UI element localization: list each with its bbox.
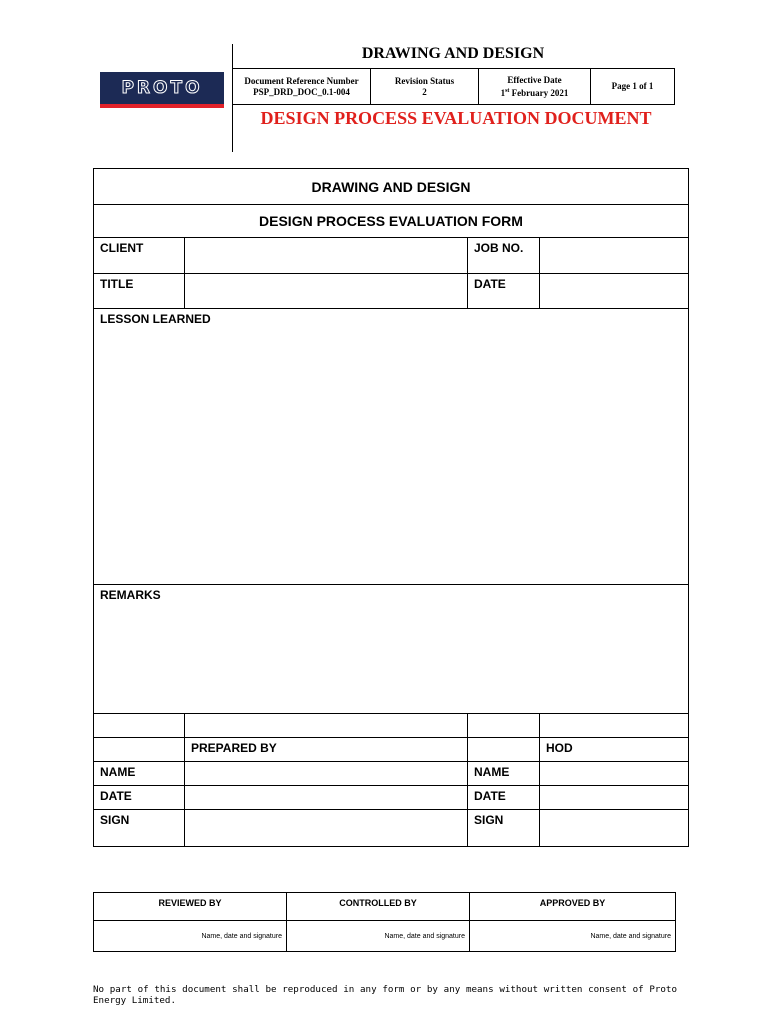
effective-date-label: Effective Date — [507, 74, 562, 85]
copyright-note: No part of this document shall be reproduced in any form or by any means without written consent of Proto Energy Limited. — [93, 984, 677, 1006]
approved-by-signature-field[interactable]: Name, date and signature — [470, 921, 676, 952]
hod-name-field[interactable] — [540, 762, 689, 786]
logo-red-stripe — [100, 104, 224, 108]
spacer-cell — [468, 714, 540, 738]
approval-table — [93, 892, 676, 952]
hod-date-field[interactable] — [540, 786, 689, 810]
controlled-by-signature-field[interactable]: Name, date and signature — [287, 921, 470, 952]
job-no-field[interactable] — [540, 238, 689, 274]
evaluation-form — [93, 168, 689, 847]
client-label: CLIENT — [94, 238, 185, 274]
prepared-by-label: PREPARED BY — [185, 738, 468, 762]
effective-date-suffix: st — [505, 87, 510, 94]
document-title: DESIGN PROCESS EVALUATION DOCUMENT — [260, 108, 652, 128]
hod-sign-field[interactable] — [540, 810, 689, 847]
approved-by-label: APPROVED BY — [470, 893, 676, 921]
department-heading: DRAWING AND DESIGN — [361, 45, 545, 62]
lesson-learned-field[interactable] — [94, 309, 689, 585]
controlled-by-label: CONTROLLED BY — [287, 893, 470, 921]
remarks-field[interactable] — [94, 585, 689, 714]
job-no-label: JOB NO. — [468, 238, 540, 274]
hod-sign-label: SIGN — [468, 810, 540, 847]
revision-status-cell — [371, 69, 479, 105]
preparer-sign-field[interactable] — [185, 810, 468, 847]
revision-status-value: 2 — [422, 86, 427, 97]
lesson-learned-label: LESSON LEARNED — [100, 312, 211, 326]
preparer-date-label: DATE — [94, 786, 185, 810]
reviewed-by-signature-field[interactable]: Name, date and signature — [94, 921, 287, 952]
hod-date-label: DATE — [468, 786, 540, 810]
preparer-sign-label: SIGN — [94, 810, 185, 847]
preparer-name-label: NAME — [94, 762, 185, 786]
company-logo — [100, 72, 224, 108]
preparer-date-field[interactable] — [185, 786, 468, 810]
date-field[interactable] — [540, 274, 689, 309]
logo-text: PROTO — [121, 78, 203, 98]
reviewed-by-label: REVIEWED BY — [94, 893, 287, 921]
signoff-blank-cell — [468, 738, 540, 762]
remarks-label: REMARKS — [100, 588, 161, 602]
preparer-name-field[interactable] — [185, 762, 468, 786]
form-heading: DRAWING AND DESIGN — [94, 169, 689, 205]
spacer-cell — [185, 714, 468, 738]
client-field[interactable] — [185, 238, 468, 274]
document-reference-value: PSP_DRD_DOC_0.1-004 — [253, 86, 350, 97]
date-label: DATE — [468, 274, 540, 309]
document-reference-label: Document Reference Number — [244, 75, 359, 86]
logo-badge — [100, 72, 224, 104]
document-reference-cell — [233, 69, 371, 105]
effective-date-rest: February 2021 — [509, 87, 569, 98]
hod-label: HOD — [540, 738, 689, 762]
title-field[interactable] — [185, 274, 468, 309]
effective-date-value — [481, 86, 588, 99]
effective-date-day: 1 — [500, 87, 506, 98]
revision-status-label: Revision Status — [394, 75, 455, 86]
title-label: TITLE — [94, 274, 185, 309]
spacer-cell — [94, 714, 185, 738]
hod-name-label: NAME — [468, 762, 540, 786]
document-meta-table — [232, 68, 675, 105]
page-number-cell: Page 1 of 1 — [591, 69, 675, 105]
effective-date-cell — [479, 69, 591, 105]
form-subheading: DESIGN PROCESS EVALUATION FORM — [94, 205, 689, 238]
signoff-blank-cell — [94, 738, 185, 762]
spacer-cell — [540, 714, 689, 738]
